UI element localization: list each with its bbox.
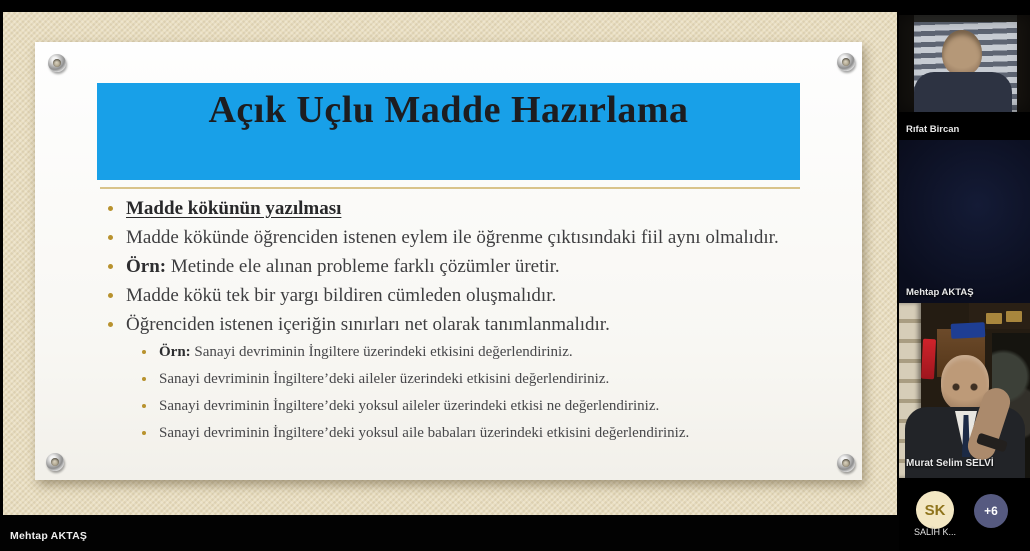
bullet-list <box>105 199 850 335</box>
bullet-text: Öğrenciden istenen içeriğin sınırları net olarak tanımlanmalıdır. <box>126 314 610 335</box>
video-tile-mehtap-aktas[interactable] <box>899 140 1030 303</box>
bullet-text: Sanayi devriminin İngiltere üzerindeki etkisini değerlendiriniz. <box>190 344 573 360</box>
bullet-prefix: Örn: <box>159 344 191 360</box>
participant-name-label: Murat Selim SELVİ <box>906 458 994 469</box>
bullet-item <box>105 257 850 277</box>
bullet-item <box>105 286 850 306</box>
bullet-text: Madde kökünün yazılması <box>126 198 342 219</box>
bullet-text: Sanayi devriminin İngiltere’deki aileler üzerindeki etkisini değerlendiriniz. <box>159 371 610 387</box>
shared-screen-area <box>3 12 897 515</box>
slide-title: Açık Uçlu Madde Hazırlama <box>208 89 689 131</box>
video-tile-rifat-bircan[interactable] <box>899 12 1030 140</box>
bullet-item <box>105 315 850 335</box>
webcam-scene <box>899 303 1030 478</box>
turkish-flag-figure <box>921 339 936 380</box>
avatar-initials: SK <box>924 501 946 519</box>
bullet-item <box>105 199 850 219</box>
participant-name-label: Mehtap AKTAŞ <box>906 287 974 298</box>
video-tile-murat-selim-selvi[interactable] <box>899 303 1030 478</box>
bullet-text: Madde kökünde öğrenciden istenen eylem ile öğrenme çıktısındaki fiil aynı olmalıdır. <box>126 227 779 248</box>
presentation-slide <box>35 42 862 480</box>
bullet-prefix: Örn: <box>126 256 167 277</box>
more-participants-strip <box>899 478 1030 551</box>
bullet-text: Madde kökü tek bir yargı bildiren cümleden oluşmalıdır. <box>126 285 557 306</box>
bullet-item <box>105 228 850 248</box>
plaque-figure <box>1006 311 1022 322</box>
bullet-dot-icon <box>108 322 113 327</box>
bottom-bar <box>0 515 899 551</box>
corner-grommet-icon <box>46 453 64 471</box>
sub-bullet-item <box>140 425 850 441</box>
bullet-text: Sanayi devriminin İngiltere’deki yoksul aileler üzerindeki etkisi ne değerlendiriniz. <box>159 398 660 414</box>
binder-figure <box>951 322 986 339</box>
bullet-dot-icon <box>108 206 113 211</box>
sub-bullet-item <box>140 398 850 414</box>
sub-bullet-list <box>140 344 850 441</box>
webcam-scene <box>899 15 1030 112</box>
bullet-dot-icon <box>108 235 113 240</box>
bullet-text: Metinde ele alınan probleme farklı çözümler üretir. <box>166 256 560 277</box>
corner-grommet-icon <box>48 54 66 72</box>
gold-divider <box>100 187 800 189</box>
person-eyes-figure <box>947 383 983 391</box>
slide-title-box <box>97 83 800 180</box>
bullet-text: Sanayi devriminin İngiltere’deki yoksul aile babaları üzerindeki etkisini değerlendiriniz. <box>159 425 690 441</box>
sub-bullet-item <box>140 371 850 387</box>
presenter-name-label: Mehtap AKTAŞ <box>10 530 88 542</box>
bullet-dot-icon <box>142 350 146 354</box>
bullet-dot-icon <box>108 293 113 298</box>
person-head-figure <box>942 30 982 76</box>
corner-grommet-icon <box>837 53 855 71</box>
bullet-dot-icon <box>142 377 146 381</box>
overflow-count: +6 <box>984 504 998 518</box>
sub-bullet-item <box>140 344 850 360</box>
overflow-count-badge[interactable] <box>974 494 1008 528</box>
participants-sidebar <box>899 0 1030 551</box>
corner-grommet-icon <box>837 454 855 472</box>
bullet-dot-icon <box>142 431 146 435</box>
bullet-dot-icon <box>108 264 113 269</box>
plaque-figure <box>986 313 1002 324</box>
bullet-dot-icon <box>142 404 146 408</box>
person-body-figure <box>914 72 1012 112</box>
participant-name-label: SALİH K... <box>913 527 957 537</box>
participant-name-label: Rıfat Bircan <box>906 124 960 135</box>
slide-body <box>105 199 850 452</box>
participant-avatar[interactable] <box>916 491 954 529</box>
